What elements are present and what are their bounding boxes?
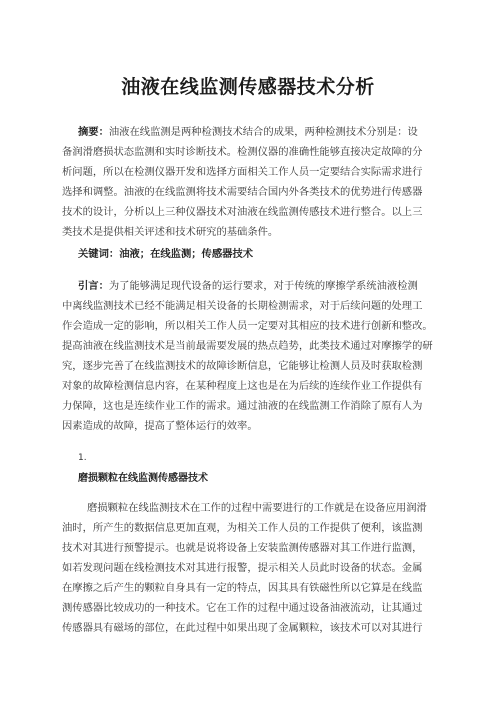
keywords-text: 油液；在线监测；传感器技术 xyxy=(119,248,254,260)
intro-line: 引言：为了能够满足现代设备的运行要求，对于传统的摩擦学系统油液检测 xyxy=(78,280,418,292)
intro-line: 中离线监测技术已经不能满足相关设备的长期检测需求，对于后续问题的处理工 xyxy=(62,300,423,312)
intro-line: 对象的故障检测信息内容，在某种程度上这也是在为后续的连续作业工作提供有 xyxy=(62,380,423,392)
keywords-line xyxy=(62,244,440,264)
intro-label: 引言： xyxy=(78,280,109,292)
intro-line: 作会造成一定的影响，所以相关工作人员一定要对其相应的技术进行创新和整改。 xyxy=(62,320,433,332)
section-1-body xyxy=(62,498,440,638)
section-1-heading-row xyxy=(62,469,440,489)
abstract-section xyxy=(62,122,440,242)
abstract-line: 技术的设计，分析以上三种仪器技术对油液在线监测传感技术进行整合。以上三 xyxy=(62,206,423,218)
section-1-number-row xyxy=(62,448,440,468)
document-title: 油液在线监测传感器技术分析 xyxy=(121,76,375,98)
section-line: 技术对其进行预警提示。也就是说将设备上安装监测传感器对其工作进行监测， xyxy=(62,542,423,554)
section-line: 在摩擦之后产生的颗粒自身具有一定的特点，因其具有铁磁性所以它算是在线监 xyxy=(62,582,423,594)
abstract-line: 类技术是提供相关评述和技术研究的基础条件。 xyxy=(62,226,279,238)
keywords-section xyxy=(62,244,440,264)
section-number: 1. xyxy=(78,453,87,463)
section-heading: 磨损颗粒在线监测传感器技术 xyxy=(78,473,208,484)
intro-section xyxy=(62,276,440,436)
section-line: 油时，所产生的数据信息更加直观，为相关工作人员的工作提供了便利，该监测 xyxy=(62,522,423,534)
intro-line: 力保障，这也是连续作业工作的需求。通过油液的在线监测工作消除了原有人为 xyxy=(62,400,423,412)
abstract-label: 摘要： xyxy=(78,126,109,138)
section-line: 磨损颗粒在线监测技术在工作的过程中需要进行的工作就是在设备应用润滑 xyxy=(87,502,427,514)
intro-line: 究，逐步完善了在线监测技术的故障诊断信息，它能够让检测人员及时获取检测 xyxy=(62,360,423,372)
section-line: 测传感器比较成功的一种技术。它在工作的过程中通过设备油液流动，让其通过 xyxy=(62,602,423,614)
intro-line: 因素造成的故障，提高了整体运行的效率。 xyxy=(62,420,258,432)
intro-line: 提高油液在线监测技术是当前最需要发展的热点趋势，此类技术通过对摩擦学的研 xyxy=(62,340,433,352)
section-line: 如若发现问题在线检测技术对其进行报警，提示相关人员此时设备的状态。金属 xyxy=(62,562,423,574)
keywords-label: 关键词： xyxy=(78,248,120,260)
abstract-line: 选择和调整。油液的在线监测将技术需要结合国内外各类技术的优势进行传感器 xyxy=(62,186,423,198)
abstract-line: 备润滑磨损状态监测和实时诊断技术。检测仪器的准确性能够直接决定故障的分 xyxy=(62,146,423,158)
abstract-line: 摘要：油液在线监测是两种检测技术结合的成果，两种检测技术分别是：设 xyxy=(78,126,418,138)
abstract-line: 析问题，所以在检测仪器开发和选择方面相关工作人员一定要结合实际需求进行 xyxy=(62,166,423,178)
section-line: 传感器具有磁场的部位，在此过程中如果出现了金属颗粒，该技术可以对其进行 xyxy=(62,622,423,634)
